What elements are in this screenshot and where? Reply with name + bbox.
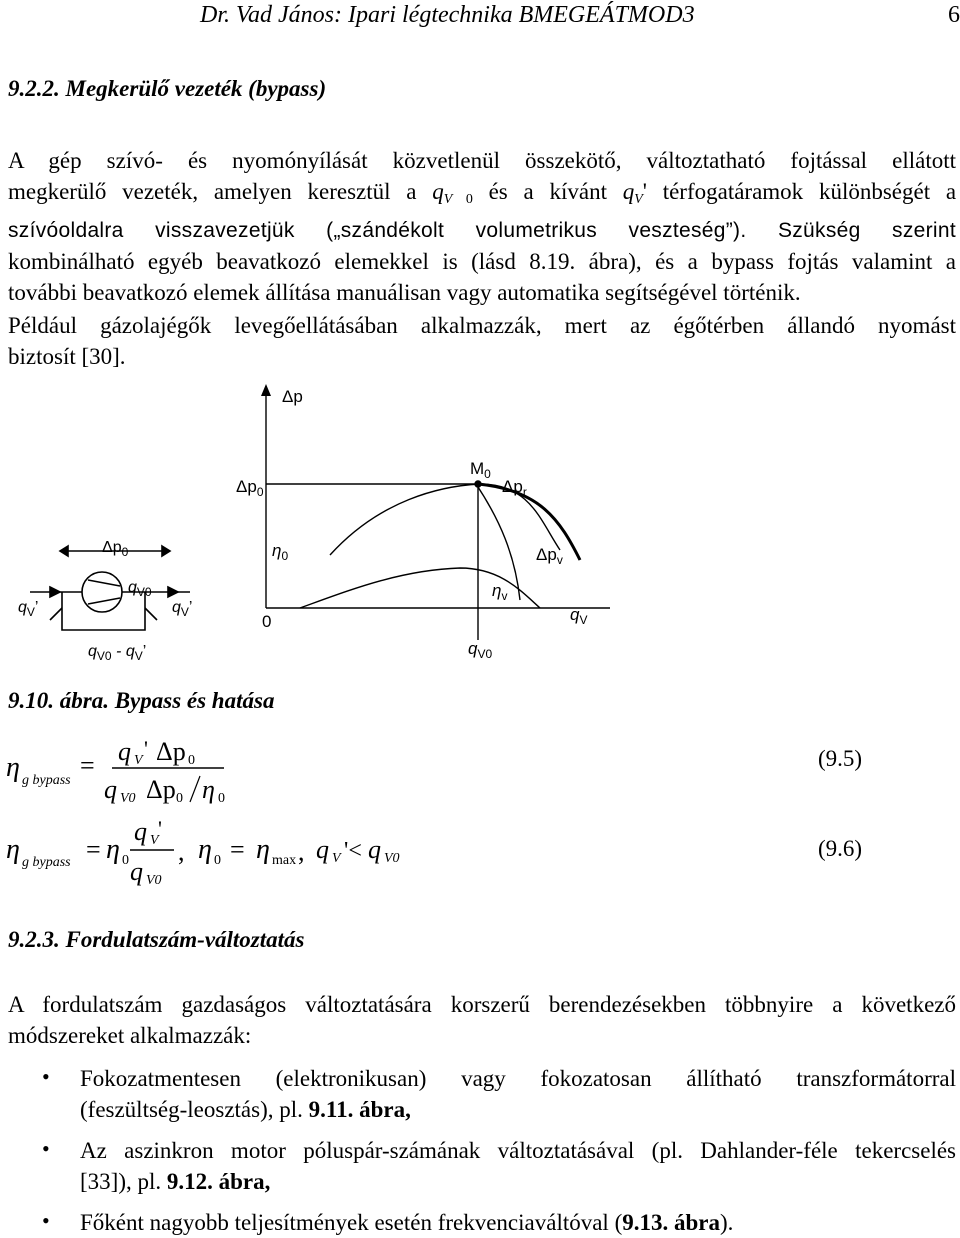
list-item bbox=[80, 1207, 956, 1238]
svg-text:ηv: $\eta_v$ bbox=[492, 581, 508, 603]
svg-text:Δp0: $\Delta p_0$ bbox=[236, 477, 264, 499]
text-line: kombinálható egyéb beavatkozó elemekkel is (lásd 8.19. ábra), és a bypass fojtás valamint a bbox=[8, 249, 956, 274]
fan-symbol bbox=[82, 572, 122, 612]
svg-text:=: = bbox=[86, 835, 101, 864]
svg-text:η: η bbox=[202, 775, 215, 804]
equation-number-9-6: (9.6) bbox=[818, 836, 863, 861]
svg-text:Δp0: $\Delta p_0$ bbox=[102, 539, 129, 559]
paragraph-bypass bbox=[8, 145, 956, 308]
text-line: biztosít [30]. bbox=[8, 344, 126, 369]
svg-text:V: V bbox=[134, 753, 143, 768]
svg-text:q: q bbox=[130, 857, 143, 886]
svg-text:qV0 - qV’: $q_{V0} - q_V$’ bbox=[88, 643, 147, 663]
text-line: további beavatkozó elemek állítása manuálisan vagy automatika segítségével történik. bbox=[8, 280, 801, 305]
svg-text:V0: V0 bbox=[146, 873, 162, 888]
characteristic-diagram bbox=[261, 384, 610, 640]
svg-text:0: 0 bbox=[218, 791, 225, 806]
equation-9-6 bbox=[0, 814, 960, 890]
svg-text:Δp: Δp bbox=[146, 775, 176, 804]
bypass-loop bbox=[62, 592, 145, 630]
equation-number-9-5: (9.5) bbox=[818, 746, 863, 771]
paragraph-example bbox=[8, 310, 956, 372]
svg-text:q: q bbox=[316, 835, 329, 864]
text-line: A gép szívó- és nyomónyílását közvetlenül összekötő, változtatható fojtással ellátott bbox=[8, 148, 956, 173]
svg-text:η: η bbox=[6, 752, 20, 783]
svg-text:V: V bbox=[332, 851, 341, 866]
svg-text:q: q bbox=[134, 817, 147, 846]
svg-text:q: q bbox=[118, 737, 131, 766]
svg-text:q: q bbox=[368, 835, 381, 864]
svg-text:V0: V0 bbox=[120, 791, 136, 806]
svg-text:M0: $M_0$ bbox=[470, 459, 491, 481]
svg-text:η: η bbox=[106, 834, 120, 865]
figure-caption: 9.10. ábra. Bypass és hatása bbox=[8, 688, 275, 713]
svg-text:g bypass: g bypass bbox=[22, 773, 71, 788]
bullet-icon: • bbox=[42, 1136, 50, 1161]
page-number: 6 bbox=[948, 2, 960, 28]
svg-text:η0: $\eta_0$ bbox=[272, 541, 289, 563]
svg-text:η: η bbox=[256, 834, 270, 865]
page-header bbox=[200, 2, 960, 29]
equation-9-5 bbox=[0, 728, 960, 808]
svg-text:η: η bbox=[6, 834, 20, 865]
text-line: Például gázolajégők levegőellátásában alkalmazzák, mert az égőtérben állandó nyomást bbox=[8, 313, 956, 338]
svg-text:=: = bbox=[80, 751, 95, 780]
diagram-labels bbox=[236, 387, 587, 661]
svg-text:η: η bbox=[198, 834, 212, 865]
paragraph-speed-control bbox=[8, 989, 956, 1051]
svg-text:0: 0 bbox=[122, 853, 129, 868]
svg-text:Δpr: $\Delta p_r$ bbox=[502, 477, 527, 499]
bypass-schematic bbox=[30, 546, 193, 630]
svg-text:qV’: $q_V$’ bbox=[18, 599, 39, 619]
bullet-icon: • bbox=[42, 1208, 50, 1233]
svg-text:qV: $q_V$ bbox=[570, 605, 588, 627]
svg-text:0: 0 bbox=[262, 612, 272, 631]
text-line: módszereket alkalmazzák: bbox=[8, 1023, 252, 1048]
svg-text:,: , bbox=[178, 837, 185, 866]
svg-text:0: 0 bbox=[188, 753, 195, 768]
svg-text:g bypass: g bypass bbox=[22, 855, 71, 870]
svg-text:0: 0 bbox=[176, 791, 183, 806]
text-line: (feszültség-leosztás), pl. 9.11. ábra, bbox=[80, 1097, 411, 1122]
svg-text:V0: V0 bbox=[384, 851, 400, 866]
svg-text:qV0: $q_{V0}$ bbox=[468, 639, 493, 661]
text-line: Főként nagyobb teljesítmények esetén frekvenciaváltóval (9.13. ábra). bbox=[80, 1210, 734, 1235]
svg-text:V: V bbox=[150, 833, 159, 848]
text-line: megkerülő vezeték, amelyen keresztül a $q_{V 0}$ és a kívánt $q_V'$ térfogatáramok különbségét a bbox=[8, 179, 957, 207]
svg-text:': ' bbox=[158, 816, 162, 841]
svg-text:Δpv: $\Delta p_v$ bbox=[536, 545, 563, 567]
svg-text:': ' bbox=[144, 736, 148, 761]
svg-text:q: q bbox=[104, 775, 117, 804]
list-item bbox=[80, 1063, 956, 1125]
text-line: [33]), pl. 9.12. ábra, bbox=[80, 1169, 271, 1194]
svg-text:Δp: Δp bbox=[282, 387, 303, 406]
section-title: 9.2.2. Megkerülő vezeték (bypass) bbox=[8, 76, 327, 101]
svg-text:qV’: $q_V$’ bbox=[172, 599, 193, 619]
header-title: Dr. Vad János: Ipari légtechnika BMEGEÁTMOD3 bbox=[200, 2, 695, 28]
svg-text:qV0: $q_{V0}$ bbox=[128, 579, 152, 599]
operating-point-M0 bbox=[475, 481, 481, 487]
svg-text:Δp: Δp bbox=[156, 737, 186, 766]
section-title: 9.2.3. Fordulatszám-változtatás bbox=[8, 927, 305, 952]
bypass-figure bbox=[0, 380, 960, 690]
text-line: A fordulatszám gazdaságos változtatására korszerű berendezésekben többnyire a következő bbox=[8, 992, 956, 1017]
text-line: szívóoldalra visszavezetjük („szándékolt volumetrikus veszteség”). Szükség szerint bbox=[8, 219, 956, 242]
text-line: Az aszinkron motor póluspár-számának változtatásával (pl. Dahlander-féle tekercselés bbox=[80, 1138, 956, 1163]
bullet-icon: • bbox=[42, 1064, 50, 1089]
svg-text:,: , bbox=[298, 837, 305, 866]
svg-text:'<: '< bbox=[344, 838, 362, 864]
svg-text:=: = bbox=[230, 835, 245, 864]
text-line: Fokozatmentesen (elektronikusan) vagy fokozatosan állítható transzformátorral bbox=[80, 1066, 956, 1091]
svg-text:0: 0 bbox=[214, 853, 221, 868]
list-item bbox=[80, 1135, 956, 1197]
system-curve bbox=[478, 484, 580, 560]
svg-text:max: max bbox=[272, 853, 297, 868]
